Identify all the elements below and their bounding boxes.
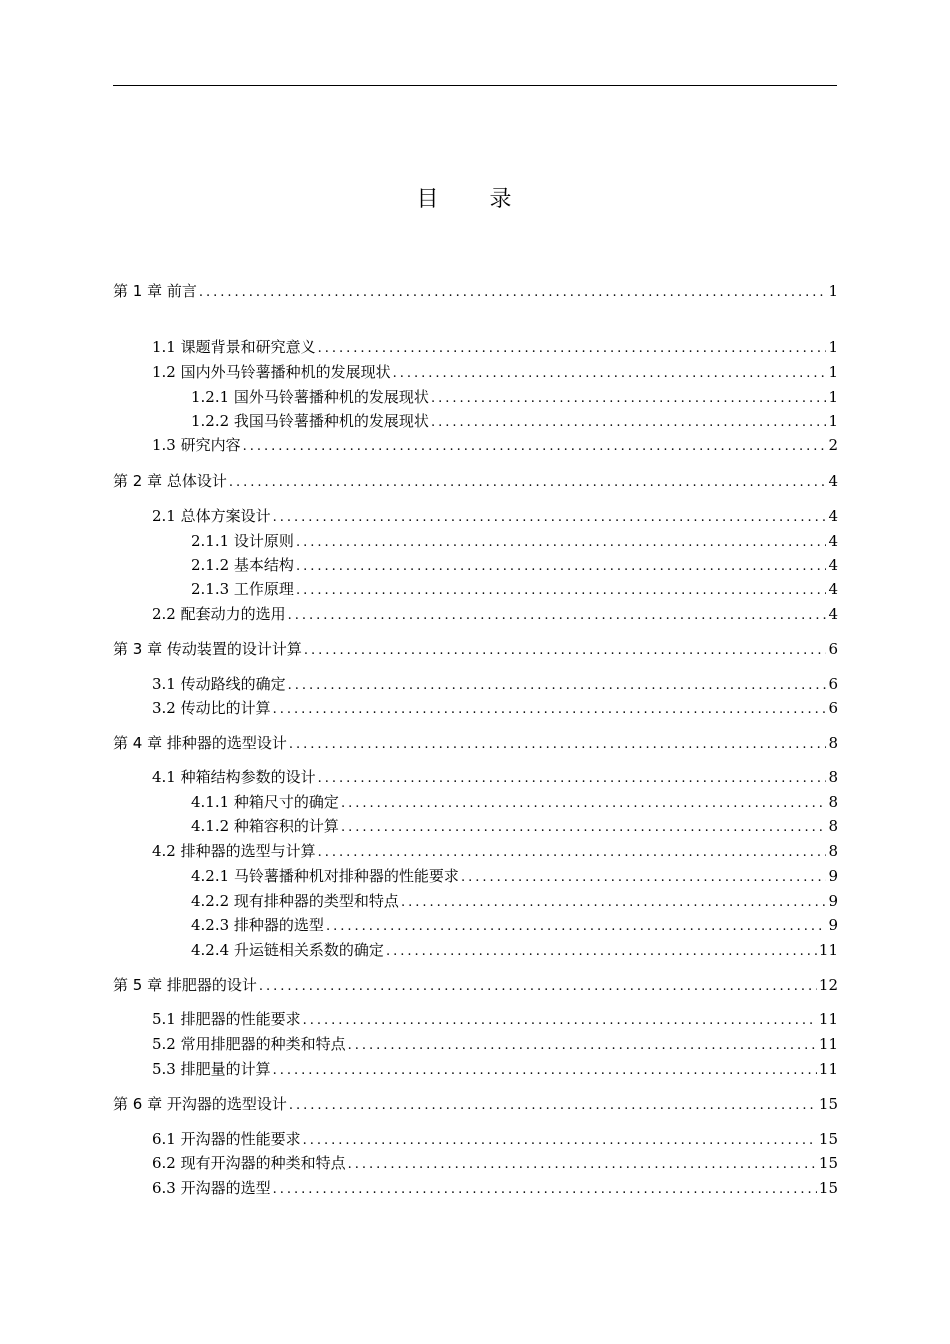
toc-leader-dots bbox=[318, 842, 827, 864]
toc-entry-label: 6.2 现有开沟器的种类和特点 bbox=[152, 1154, 346, 1172]
toc-entry-sub[interactable] bbox=[191, 410, 838, 432]
toc-page-number: 15 bbox=[818, 1154, 838, 1172]
toc-page-number: 4 bbox=[828, 472, 838, 490]
toc-entry-sec[interactable] bbox=[152, 1177, 838, 1199]
toc-leader-dots bbox=[341, 793, 827, 815]
toc-entry-label: 4.2.2 现有排种器的类型和特点 bbox=[191, 892, 399, 910]
toc-entry-sub[interactable] bbox=[191, 578, 838, 600]
toc-entry-label: 1.1 课题背景和研究意义 bbox=[152, 338, 316, 356]
toc-entry-label: 5.1 排肥器的性能要求 bbox=[152, 1010, 301, 1028]
toc-page-number: 4 bbox=[828, 532, 838, 550]
toc-page-number: 1 bbox=[828, 363, 838, 381]
toc-entry-sec[interactable] bbox=[152, 1033, 838, 1055]
toc-entry-sub[interactable] bbox=[191, 386, 838, 408]
toc-page-number: 9 bbox=[828, 916, 838, 934]
toc-entry-label: 4.2 排种器的选型与计算 bbox=[152, 842, 316, 860]
toc-leader-dots bbox=[199, 282, 827, 304]
toc-entry-sec[interactable] bbox=[152, 434, 838, 456]
toc-page-number: 8 bbox=[828, 793, 838, 811]
toc-page-number: 11 bbox=[818, 1035, 838, 1053]
toc-entry-sec[interactable] bbox=[152, 1058, 838, 1080]
toc-leader-dots bbox=[289, 734, 827, 756]
toc-entry-label: 3.2 传动比的计算 bbox=[152, 699, 271, 717]
toc-entry-sec[interactable] bbox=[152, 1008, 838, 1030]
toc-entry-sec[interactable] bbox=[152, 603, 838, 625]
toc-entry-sub[interactable] bbox=[191, 890, 838, 912]
toc-leader-dots bbox=[273, 1179, 817, 1201]
toc-entry-chapter[interactable] bbox=[113, 638, 838, 660]
toc-entry-label: 5.2 常用排肥器的种类和特点 bbox=[152, 1035, 346, 1053]
toc-page-number: 9 bbox=[828, 867, 838, 885]
toc-entry-sub[interactable] bbox=[191, 530, 838, 552]
toc-entry-label: 4.2.1 马铃薯播种机对排种器的性能要求 bbox=[191, 867, 459, 885]
toc-entry-label: 5.3 排肥量的计算 bbox=[152, 1060, 271, 1078]
toc-entry-label: 2.1.1 设计原则 bbox=[191, 532, 294, 550]
toc-leader-dots bbox=[288, 605, 827, 627]
toc-entry-label: 4.1 种箱结构参数的设计 bbox=[152, 768, 316, 786]
toc-leader-dots bbox=[289, 1095, 817, 1117]
toc-entry-label: 4.1.2 种箱容积的计算 bbox=[191, 817, 339, 835]
toc-entry-sec[interactable] bbox=[152, 1152, 838, 1174]
toc-entry-sec[interactable] bbox=[152, 840, 838, 862]
toc-entry-label: 2.1.3 工作原理 bbox=[191, 580, 294, 598]
toc-leader-dots bbox=[326, 916, 827, 938]
toc-entry-chapter[interactable] bbox=[113, 974, 838, 996]
toc-entry-chapter[interactable] bbox=[113, 732, 838, 754]
toc-leader-dots bbox=[273, 1060, 817, 1082]
toc-page-number: 6 bbox=[828, 640, 838, 658]
toc-page-number: 15 bbox=[818, 1095, 838, 1113]
toc-leader-dots bbox=[431, 388, 827, 410]
toc-leader-dots bbox=[303, 1010, 817, 1032]
toc-leader-dots bbox=[296, 556, 827, 578]
toc-leader-dots bbox=[296, 580, 827, 602]
toc-leader-dots bbox=[341, 817, 827, 839]
toc-leader-dots bbox=[431, 412, 827, 434]
toc-entry-label: 6.3 开沟器的选型 bbox=[152, 1179, 271, 1197]
toc-entry-label: 第 2 章 总体设计 bbox=[113, 472, 227, 490]
toc-entry-sub[interactable] bbox=[191, 815, 838, 837]
toc-page-number: 8 bbox=[828, 734, 838, 752]
toc-page-number: 4 bbox=[828, 605, 838, 623]
toc-entry-label: 4.1.1 种箱尺寸的确定 bbox=[191, 793, 339, 811]
toc-page-number: 1 bbox=[828, 282, 838, 300]
toc-entry-sub[interactable] bbox=[191, 914, 838, 936]
toc-page-number: 15 bbox=[818, 1179, 838, 1197]
toc-entry-sec[interactable] bbox=[152, 673, 838, 695]
toc-entry-label: 4.2.4 升运链相关系数的确定 bbox=[191, 941, 384, 959]
toc-entry-sec[interactable] bbox=[152, 766, 838, 788]
toc-page-number: 9 bbox=[828, 892, 838, 910]
toc-page-number: 8 bbox=[828, 768, 838, 786]
toc-page-number: 15 bbox=[818, 1130, 838, 1148]
toc-page-number: 6 bbox=[828, 675, 838, 693]
toc-leader-dots bbox=[243, 436, 827, 458]
toc-page-number: 11 bbox=[818, 1010, 838, 1028]
toc-entry-label: 第 5 章 排肥器的设计 bbox=[113, 976, 257, 994]
toc-leader-dots bbox=[461, 867, 827, 889]
toc-page-number: 2 bbox=[828, 436, 838, 454]
toc-leader-dots bbox=[348, 1035, 817, 1057]
toc-page-number: 11 bbox=[818, 1060, 838, 1078]
toc-page-number: 4 bbox=[828, 580, 838, 598]
toc-entry-sec[interactable] bbox=[152, 505, 838, 527]
toc-page-number: 8 bbox=[828, 842, 838, 860]
toc-entry-label: 6.1 开沟器的性能要求 bbox=[152, 1130, 301, 1148]
toc-page-number: 11 bbox=[818, 941, 838, 959]
toc-leader-dots bbox=[348, 1154, 817, 1176]
toc-entry-label: 1.2 国内外马铃薯播种机的发展现状 bbox=[152, 363, 391, 381]
toc-entry-label: 1.3 研究内容 bbox=[152, 436, 241, 454]
toc-leader-dots bbox=[304, 640, 827, 662]
toc-leader-dots bbox=[386, 941, 817, 963]
toc-entry-chapter[interactable] bbox=[113, 470, 838, 492]
toc-leader-dots bbox=[288, 675, 827, 697]
page-title: 目 录 bbox=[416, 187, 534, 212]
toc-leader-dots bbox=[273, 699, 827, 721]
toc-page-number: 8 bbox=[828, 817, 838, 835]
toc-leader-dots bbox=[303, 1130, 817, 1152]
toc-leader-dots bbox=[259, 976, 817, 998]
toc-page-number: 1 bbox=[828, 388, 838, 406]
toc-leader-dots bbox=[229, 472, 827, 494]
toc-entry-sec[interactable] bbox=[152, 1128, 838, 1150]
toc-leader-dots bbox=[318, 338, 827, 360]
toc-entry-label: 第 4 章 排种器的选型设计 bbox=[113, 734, 287, 752]
toc-entry-sec[interactable] bbox=[152, 361, 838, 383]
toc-page-number: 1 bbox=[828, 412, 838, 430]
toc-entry-label: 2.1 总体方案设计 bbox=[152, 507, 271, 525]
toc-entry-sub[interactable] bbox=[191, 865, 838, 887]
toc-page-number: 4 bbox=[828, 556, 838, 574]
toc-page-number: 4 bbox=[828, 507, 838, 525]
toc-entry-label: 第 6 章 开沟器的选型设计 bbox=[113, 1095, 287, 1113]
toc-page-number: 6 bbox=[828, 699, 838, 717]
toc-entry-label: 1.2.1 国外马铃薯播种机的发展现状 bbox=[191, 388, 429, 406]
toc-leader-dots bbox=[273, 507, 827, 529]
toc-entry-sub[interactable] bbox=[191, 554, 838, 576]
toc-entry-label: 4.2.3 排种器的选型 bbox=[191, 916, 324, 934]
toc-entry-sub[interactable] bbox=[191, 791, 838, 813]
toc-entry-sec[interactable] bbox=[152, 336, 838, 358]
toc-entry-chapter[interactable] bbox=[113, 280, 838, 302]
toc-entry-sub[interactable] bbox=[191, 939, 838, 961]
toc-page-number: 1 bbox=[828, 338, 838, 356]
toc-entry-label: 3.1 传动路线的确定 bbox=[152, 675, 286, 693]
toc-entry-label: 第 3 章 传动装置的设计计算 bbox=[113, 640, 302, 658]
toc-entry-label: 2.1.2 基本结构 bbox=[191, 556, 294, 574]
toc-entry-chapter[interactable] bbox=[113, 1093, 838, 1115]
toc-entry-sec[interactable] bbox=[152, 697, 838, 719]
toc-leader-dots bbox=[296, 532, 827, 554]
toc-entry-label: 1.2.2 我国马铃薯播种机的发展现状 bbox=[191, 412, 429, 430]
header-rule bbox=[113, 85, 837, 86]
toc-leader-dots bbox=[318, 768, 827, 790]
toc-entry-label: 第 1 章 前言 bbox=[113, 282, 197, 300]
toc-leader-dots bbox=[401, 892, 827, 914]
toc-page-number: 12 bbox=[818, 976, 838, 994]
toc-leader-dots bbox=[393, 363, 827, 385]
toc-entry-label: 2.2 配套动力的选用 bbox=[152, 605, 286, 623]
